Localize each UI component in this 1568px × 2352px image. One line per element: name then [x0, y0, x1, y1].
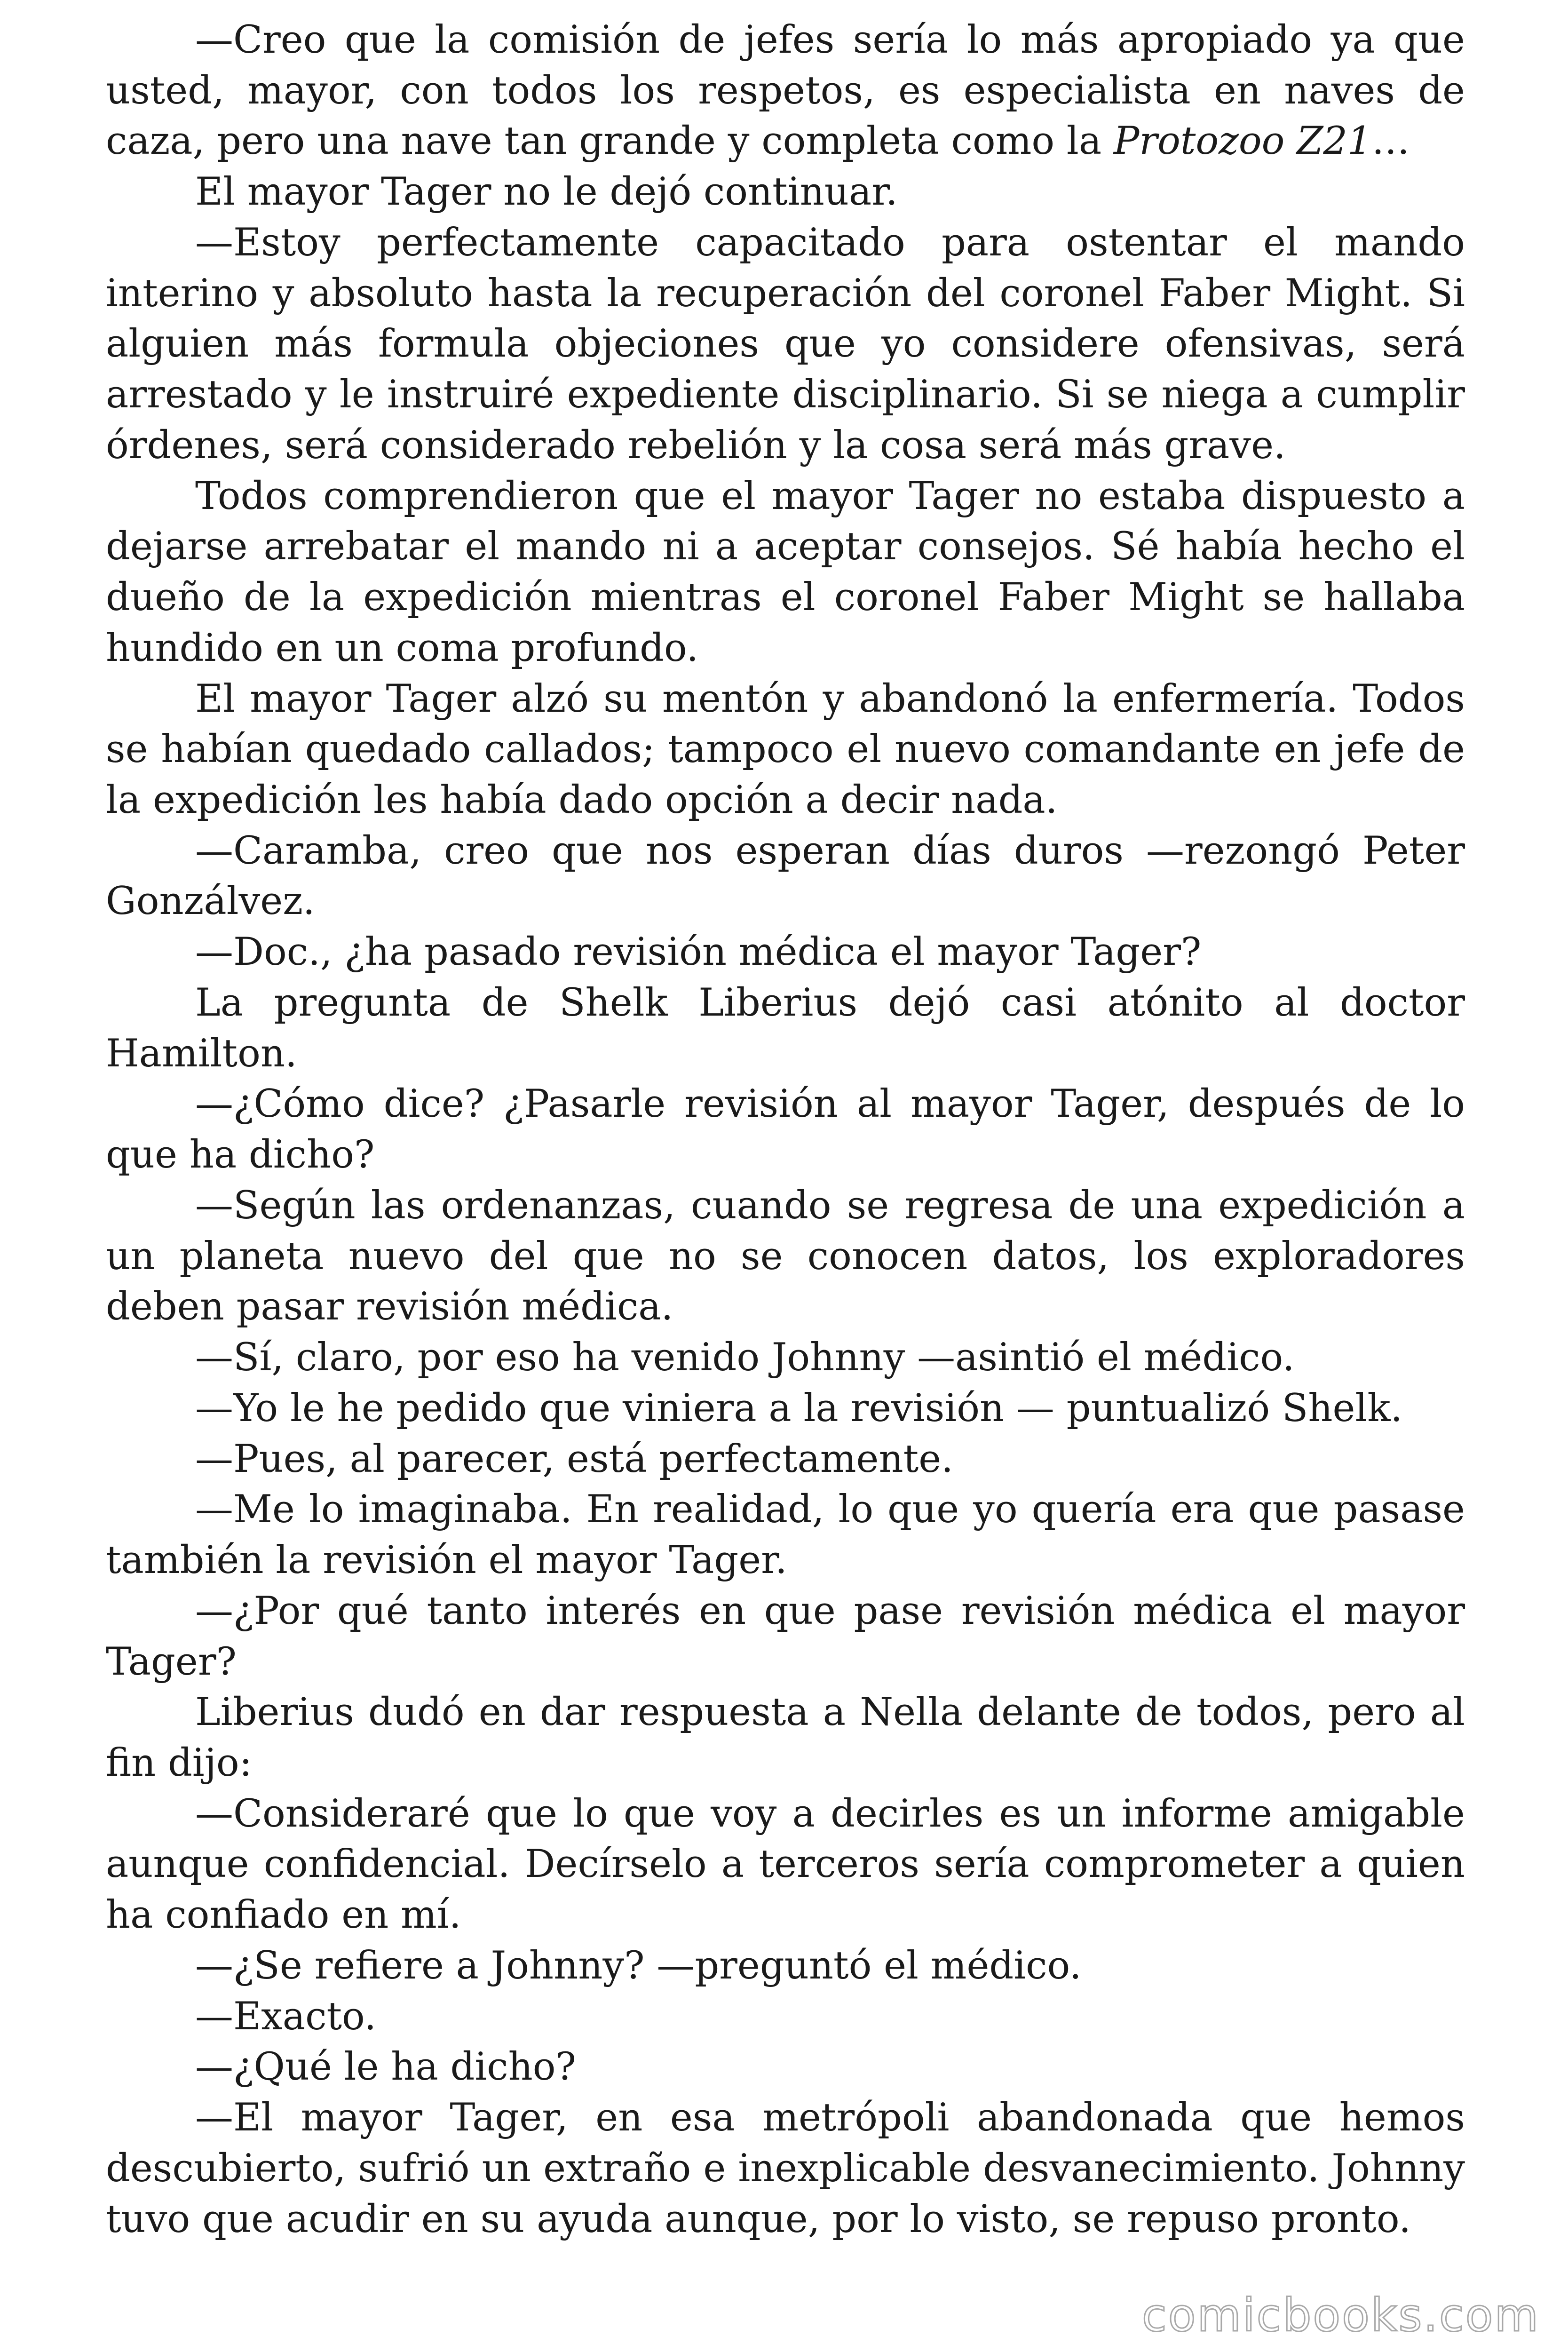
paragraph: Todos comprendieron que el mayor Tager no estaba dispuesto a dejarse arrebatar el mando ni a aceptar consejos. Sé había hecho el dueño de la expedición mientras el coronel Faber Might se hallaba hundido en un coma profundo.	[106, 474, 1465, 670]
paragraph: —Me lo imaginaba. En realidad, lo que yo quería era que pasase también la revisión el mayor Tager.	[106, 1487, 1465, 1583]
paragraph: —Estoy perfectamente capacitado para ostentar el mando interino y absoluto hasta la recuperación del coronel Faber Might. Si alguien más formula objeciones que yo considere ofensivas, será arrestado y le instruiré expediente disciplinario. Si se niega a cumplir órdenes, será considerado rebelión y la cosa será más grave.	[106, 220, 1465, 468]
paragraph: —Sí, claro, por eso ha venido Johnny —asintió el médico.	[195, 1335, 1295, 1380]
watermark: comicbooks.com	[1141, 2289, 1540, 2342]
paragraph: —¿Se refiere a Johnny? —preguntó el médico.	[195, 1943, 1082, 1988]
paragraph: La pregunta de Shelk Liberius dejó casi atónito al doctor Hamilton.	[106, 980, 1465, 1076]
paragraph: —El mayor Tager, en esa metrópoli abandonada que hemos descubierto, sufrió un extraño e inexplicable desvanecimiento. Johnny tuvo que acudir en su ayuda aunque, por lo visto, se repuso pronto.	[106, 2096, 1465, 2241]
paragraph: —Exacto.	[195, 1994, 377, 2039]
paragraph: —Doc., ¿ha pasado revisión médica el mayor Tager?	[195, 930, 1202, 975]
paragraph: El mayor Tager no le dejó continuar.	[195, 170, 898, 215]
paragraph: —¿Cómo dice? ¿Pasarle revisión al mayor Tager, después de lo que ha dicho?	[106, 1082, 1465, 1177]
paragraph: Liberius dudó en dar respuesta a Nella delante de todos, pero al fin dijo:	[106, 1690, 1465, 1785]
paragraph: —Consideraré que lo que voy a decirles es un informe amigable aunque confidencial. Decírselo a terceros sería comprometer a quien ha confiado en mí.	[106, 1791, 1465, 1938]
paragraph-text: —Creo que la comisión de jefes sería lo más apropiado ya que usted, mayor, con todos los respetos, es especialista en naves de caza, pero una nave tan grande y completa como la	[106, 18, 1465, 164]
paragraph: El mayor Tager alzó su mentón y abandonó la enfermería. Todos se habían quedado callados; tampoco el nuevo comandante en jefe de la expedición les había dado opción a decir nada.	[106, 676, 1465, 823]
paragraph: —¿Por qué tanto interés en que pase revisión médica el mayor Tager?	[106, 1589, 1465, 1684]
paragraph: —Caramba, creo que nos esperan días duros —rezongó Peter Gonzálvez.	[106, 828, 1465, 924]
body-text	[106, 15, 1465, 2245]
paragraph: —Pues, al parecer, está perfectamente.	[195, 1437, 953, 1481]
paragraph: —Yo le he pedido que viniera a la revisión — puntualizó Shelk.	[195, 1386, 1403, 1430]
paragraph	[106, 15, 1465, 167]
ship-name: Protozoo Z21	[1113, 119, 1372, 164]
ellipsis: …	[1371, 119, 1410, 164]
paragraph: —¿Qué le ha dicho?	[195, 2045, 576, 2090]
paragraph: —Según las ordenanzas, cuando se regresa de una expedición a un planeta nuevo del que no se conocen datos, los exploradores deben pasar revisión médica.	[106, 1183, 1465, 1329]
